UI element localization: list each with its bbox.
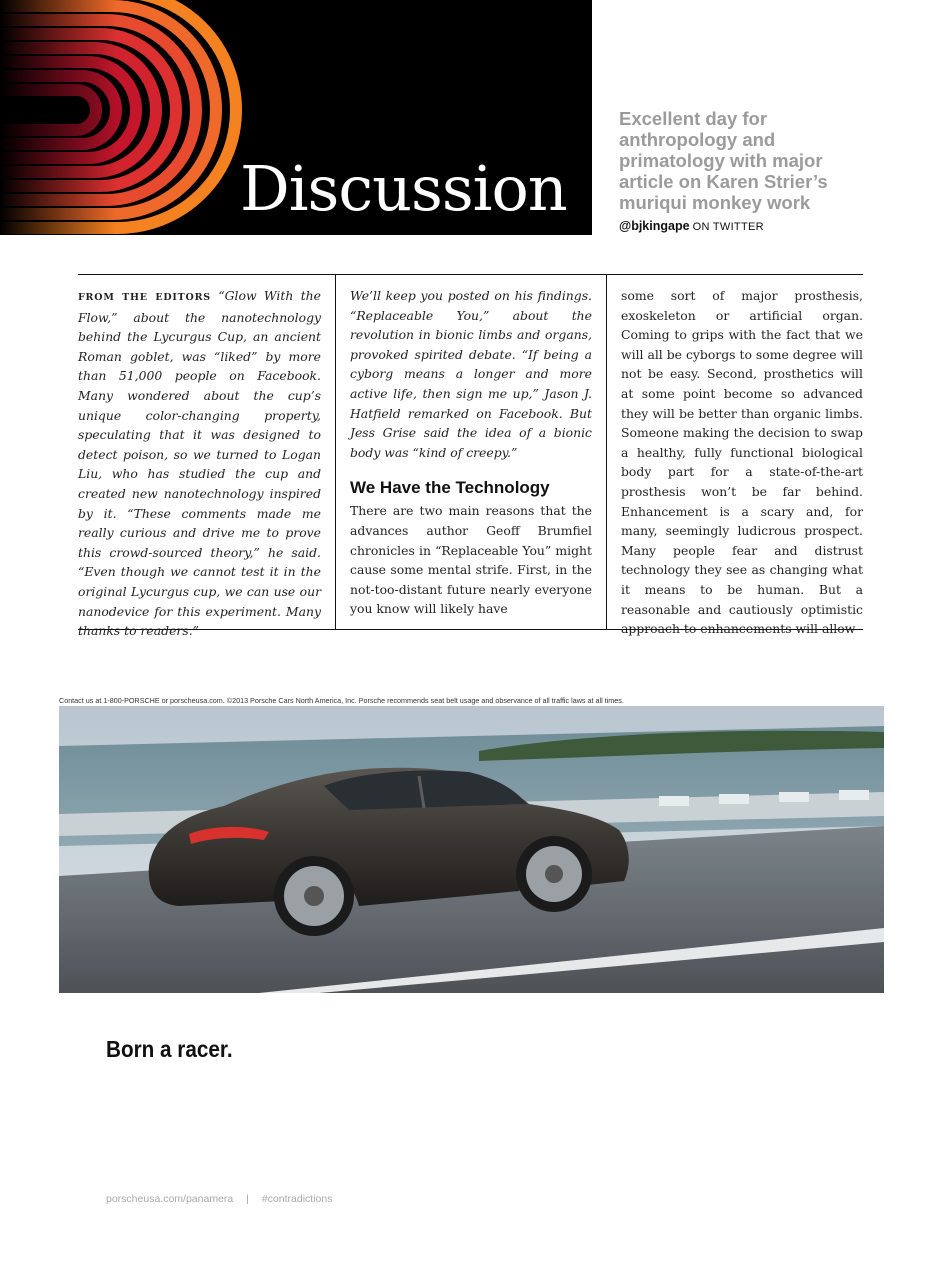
tweet-quote — [619, 108, 859, 233]
car-photo — [59, 706, 884, 993]
footer-separator: | — [246, 1193, 249, 1205]
letter-body: There are two main reasons that the advances author Geoff Brumfiel chronicles in “Replaceable You” might cause some mental strife. First, in the not-too-distant future nearly everyone you know will likely have — [350, 503, 592, 617]
tweet-text: Excellent day for anthropology and primatology with major article on Karen Strier’s muriqui monkey work — [619, 108, 828, 213]
letters-column-1 — [78, 275, 335, 639]
letter-body-continued: some sort of major prosthesis, exoskeleton or artificial organ. Coming to grips with the fact that we will all be cyborgs to some degree will not be easy. Second, prosthetics will at some point become so advanced they will be better than organic limbs. Someone making the decision to swap a healthy, fully functional biological body part for a state-of-the-art prosthesis won’t be far behind. Enhancement is a scary and, for many, seemingly ludicrous prospect. Many people fear and distrust technology they see as changing what it means to be human. But a reasonable and cautiously optimistic approach to enhancements will allow — [621, 288, 863, 637]
tweet-attribution — [619, 219, 859, 233]
editors-letter-text: “Glow With the Flow,” about the nanotechnology behind the Lycurgus Cup, an ancient Roman goblet, was “liked” by more than 51,000 people on Facebook. Many wondered about the cup’s unique color-changing property, speculating that it was designed to detect poison, so we turned to Logan Liu, who has studied the cup and created new nanotechnology inspired by it. “These comments made me really curious and drive me to prove this crowd-sourced theory,” he said. “Even though we cannot test it in the original Lycurgus cup, we can use our nanodevice for this experiment. Many thanks to readers.” — [78, 288, 321, 639]
ad-tagline: Born a racer. — [106, 1036, 233, 1062]
ad-hashtag[interactable]: #contradictions — [261, 1193, 333, 1205]
letter-heading: We Have the Technology — [350, 478, 550, 498]
section-banner — [0, 0, 592, 235]
letters-section — [78, 274, 863, 639]
letters-column-2 — [335, 275, 606, 629]
letters-column-3 — [606, 275, 863, 637]
section-title: Discussion — [240, 152, 567, 225]
letters-column-2-intro: We’ll keep you posted on his findings. “Replaceable You,” about the revolution in bionic limbs and organs, provoked spirited debate. “If being a cyborg means a longer and more active life, then sign me up,” Jason J. Hatfield remarked on Facebook. But Jess Grise said the idea of a bionic body was “kind of creepy.” — [350, 288, 592, 460]
ad-footer — [106, 1193, 332, 1205]
tweet-handle: @bjkingape — [619, 219, 690, 233]
editors-kicker: FROM THE EDITORS — [78, 292, 211, 303]
ad-url-link[interactable]: porscheusa.com/panamera — [106, 1193, 234, 1205]
tweet-platform: ON TWITTER — [692, 221, 764, 233]
ad-disclaimer: Contact us at 1-800-PORSCHE or porscheusa.com. ©2013 Porsche Cars North America, Inc. Porsche recommends seat belt usage and observance of all traffic laws at all times. — [59, 696, 624, 705]
